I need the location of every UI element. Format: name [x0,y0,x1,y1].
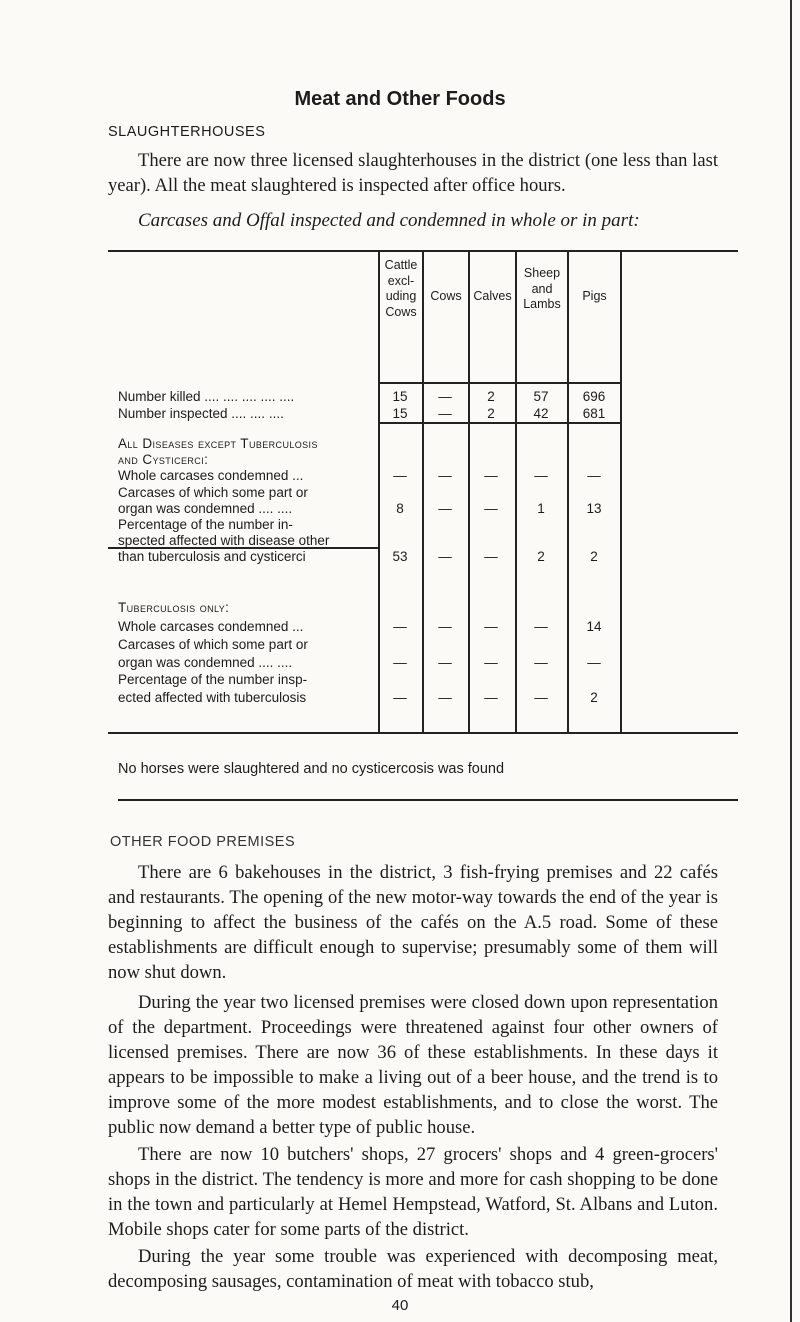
table-cell: — [484,690,498,705]
table-cell: — [393,468,407,483]
table-cell: — [587,655,601,670]
table-cell: — [438,619,452,634]
col-divider-3 [468,252,470,732]
table-cell: 53 [392,549,408,564]
table-cell: 696 [582,389,606,404]
table-cell: — [534,690,548,705]
table-cell: — [484,549,498,564]
row-label-percentage-cont2: than tuberculosis and cysticerci [118,549,306,564]
col-header-pigs: Pigs [582,289,607,303]
table-cell: — [484,655,498,670]
table-cell: 8 [396,501,404,516]
section-heading-tuberculosis: Tuberculosis only: [118,600,230,615]
table-cell: — [393,619,407,634]
slaughterhouses-paragraph: There are now three licensed slaughterhouses in the district (one less than last year). All the meat slaughtered is inspected after office hours. [108,150,718,196]
row-label-part-condemned: Carcases of which some part or [118,485,308,500]
section-heading-all-diseases: All Diseases except Tuberculosis [118,436,318,451]
section-divider [118,799,738,801]
col-divider-6 [620,252,622,732]
table-cell: — [438,501,452,516]
table-cell: — [438,406,452,421]
col-header-sheep: Sheep and Lambs [523,266,561,311]
other-food-paragraph-2: During the year two licensed premises were closed down upon representation of the department. Proceedings were threatened against four other owners of licensed premises. There are now 36 of these establishments. In these days it appears to be impossible to make a living out of a beer house, and the trend is to improve some of the more modest establishments, and to close the worst. The public now demand a better type of public house. [108,992,718,1138]
table-cell: 15 [392,389,408,404]
table-cell: — [393,655,407,670]
table-bottom-border [108,732,738,734]
row-label-tb-percentage-cont: ected affected with tuberculosis [118,690,307,705]
row-label-part-condemned-cont: organ was condemned .... .... [118,501,293,516]
row-label-number-killed: Number killed .... .... .... .... .... [118,389,295,404]
section-heading-all-diseases-cont: and Cysticerci: [118,452,209,467]
table-cell: — [587,468,601,483]
table-cell: — [438,655,452,670]
table-caption: Carcases and Offal inspected and condemned in whole or in part: [138,210,640,231]
col-header-calves: Calves [473,289,512,303]
table-cell: — [393,690,407,705]
section-heading-slaughterhouses: SLAUGHTERHOUSES [108,124,266,140]
col-header-cows: Cows [430,289,462,303]
row-label-whole-carcases: Whole carcases condemned ... [118,468,304,483]
table-cell: — [438,468,452,483]
table-cell: — [534,655,548,670]
table-cell: 57 [533,389,549,404]
table-cell: — [534,468,548,483]
table-cell: 681 [582,406,606,421]
row-label-percentage-cont: spected affected with disease other [118,533,330,548]
col-divider-4 [515,252,517,732]
table-cell: 42 [533,406,549,421]
table-cell: — [484,619,498,634]
table-cell: 2 [487,406,495,421]
table-cell: 2 [537,549,545,564]
table-cell: 2 [487,389,495,404]
header-underline [380,382,620,384]
table-cell: 2 [590,690,598,705]
table-cell: — [438,389,452,404]
table-cell: — [484,501,498,516]
table-cell: — [438,549,452,564]
table-cell: 1 [537,501,545,516]
table-cell: 2 [590,549,598,564]
table-cell: — [484,468,498,483]
table-cell: 13 [586,501,602,516]
row-label-tb-part-cont: organ was condemned .... .... [118,655,293,670]
table-cell: 15 [392,406,408,421]
table-cell: 14 [586,619,602,634]
page-title: Meat and Other Foods [294,88,506,110]
row-label-number-inspected: Number inspected .... .... .... [118,406,284,421]
col-divider-2 [422,252,424,732]
col-header-cattle: Cattle excl- uding Cows [384,258,418,319]
table-cell: — [534,619,548,634]
table-note: No horses were slaughtered and no cysticercosis was found [118,761,505,777]
table-cell: — [438,690,452,705]
row-label-tb-part: Carcases of which some part or [118,637,308,652]
counts-underline [380,422,620,424]
other-food-paragraph-4: During the year some trouble was experienced with decomposing meat, decomposing sausages, contamination of meat with tobacco stub, [108,1246,718,1292]
other-food-paragraph-1: There are 6 bakehouses in the district, 3 fish-frying premises and 22 cafés and restaurants. The opening of the new motor-way towards the end of the year is beginning to affect the business of the cafés on the A.5 road. Some of these establishments are difficult enough to supervise; presumably some of them will now shut down. [108,862,718,983]
row-label-percentage: Percentage of the number in- [118,517,293,532]
col-divider-5 [567,252,569,732]
section-heading-other-food: OTHER FOOD PREMISES [110,834,296,850]
other-food-paragraph-3: There are now 10 butchers' shops, 27 grocers' shops and 4 green-grocers' shops in the district. The tendency is more and more for cash shopping to be done in the town and particularly at Hemel Hempstead, Watford, St. Albans and Luton. Mobile shops cater for some parts of the district. [108,1144,718,1240]
row-label-tb-percentage: Percentage of the number insp- [118,672,308,687]
row-label-tb-whole: Whole carcases condemned ... [118,619,304,634]
page-number: 40 [391,1297,409,1314]
